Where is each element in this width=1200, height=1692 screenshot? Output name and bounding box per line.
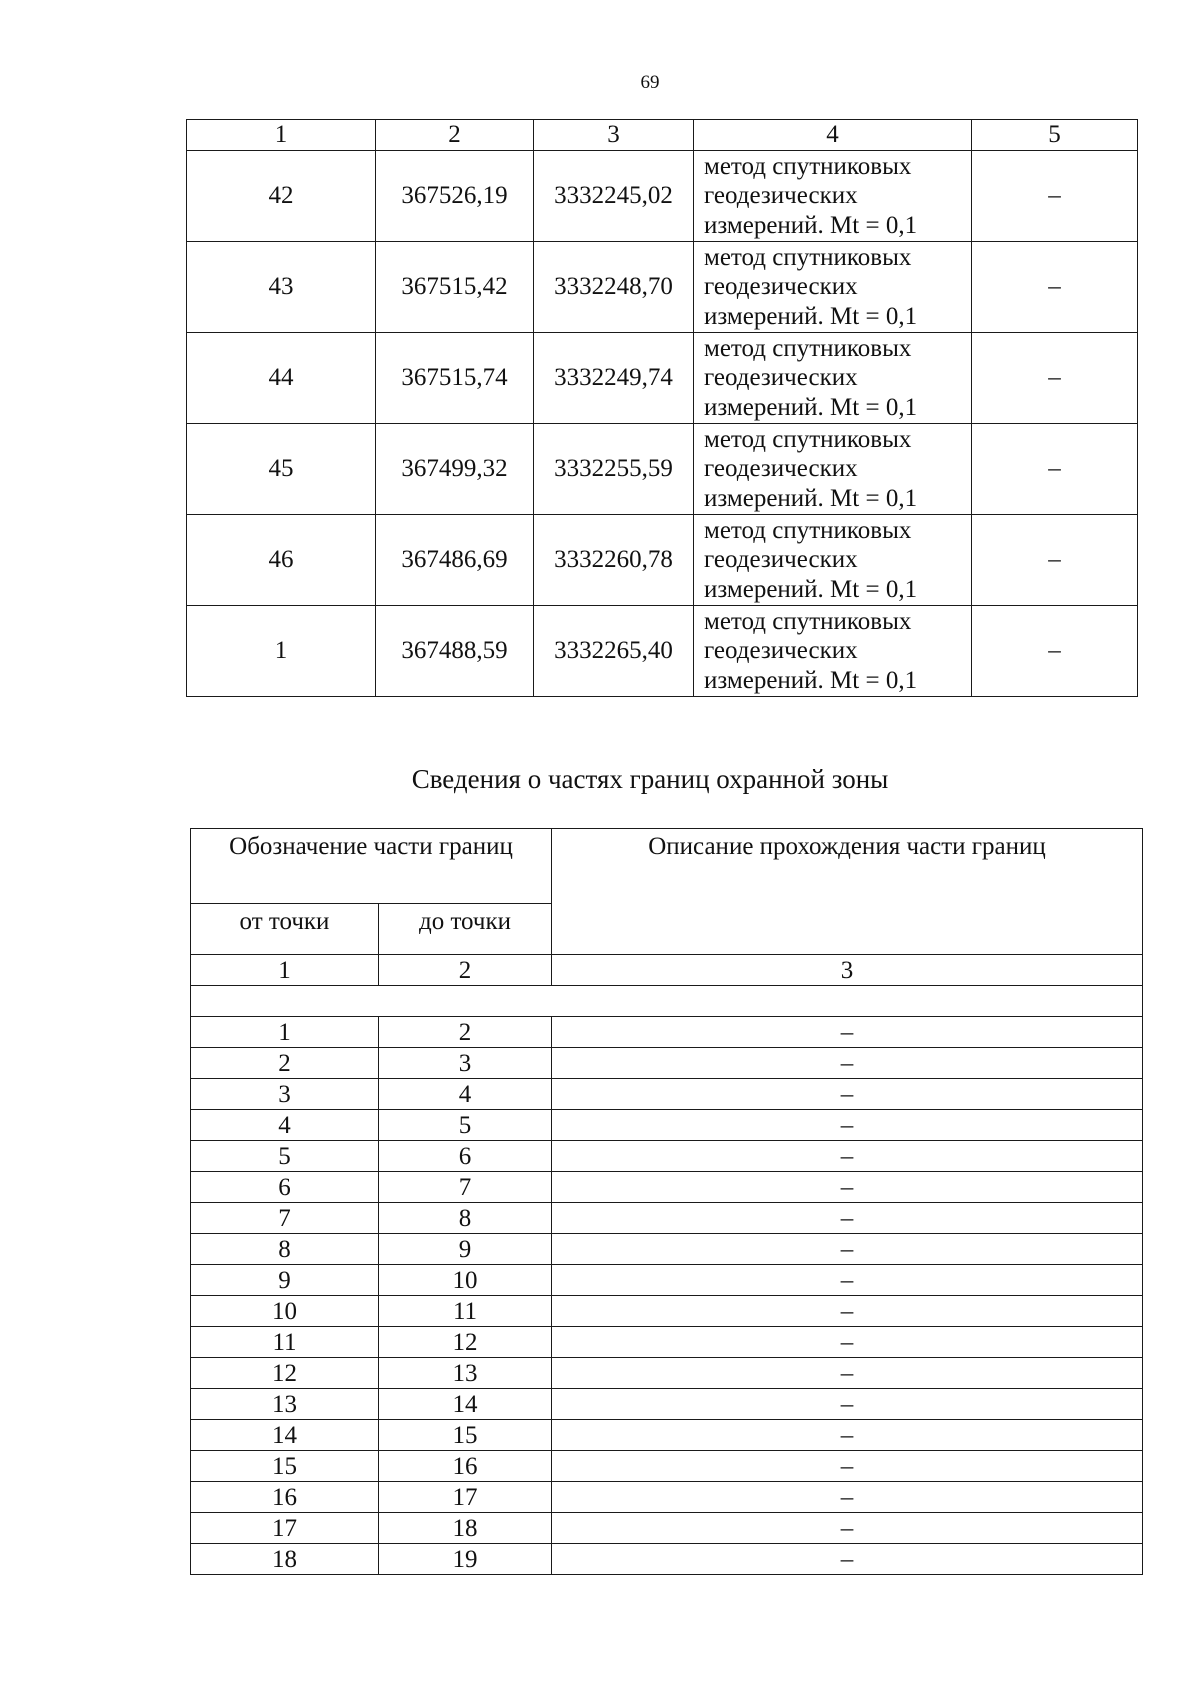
from-point: 15 (191, 1451, 379, 1482)
table-row (191, 1141, 1143, 1172)
from-point: 5 (191, 1141, 379, 1172)
method-line: геодезических (704, 364, 858, 392)
part-description: – (552, 1420, 1143, 1451)
part-description: – (552, 1544, 1143, 1575)
part-description: – (552, 1451, 1143, 1482)
header-designation: Обозначение части границ (191, 829, 552, 904)
to-point: 13 (379, 1358, 552, 1389)
note: – (972, 424, 1138, 515)
part-description: – (552, 1327, 1143, 1358)
note: – (972, 151, 1138, 242)
point-number: 1 (187, 606, 376, 697)
from-point: 17 (191, 1513, 379, 1544)
table-row (191, 1048, 1143, 1079)
part-description: – (552, 1203, 1143, 1234)
from-point: 7 (191, 1203, 379, 1234)
table-row (191, 1389, 1143, 1420)
coordinate-y: 3332265,40 (534, 606, 694, 697)
method-description (694, 606, 972, 697)
to-point: 3 (379, 1048, 552, 1079)
table-row (187, 151, 1138, 242)
table-row (187, 242, 1138, 333)
coordinate-y: 3332249,74 (534, 333, 694, 424)
method-line: метод спутниковых (704, 334, 912, 362)
part-description: – (552, 1172, 1143, 1203)
to-point: 15 (379, 1420, 552, 1451)
table-row (191, 1451, 1143, 1482)
header-description: Описание прохождения части границ (552, 829, 1143, 955)
from-point: 6 (191, 1172, 379, 1203)
method-line: измерений. Mt = 0,1 (704, 211, 918, 239)
part-description: – (552, 1079, 1143, 1110)
point-number: 42 (187, 151, 376, 242)
from-point: 18 (191, 1544, 379, 1575)
parts-table-header-row (191, 829, 1143, 904)
note: – (972, 242, 1138, 333)
from-point: 8 (191, 1234, 379, 1265)
coordinate-x: 367515,42 (376, 242, 534, 333)
table-row (191, 1482, 1143, 1513)
coordinate-x: 367499,32 (376, 424, 534, 515)
method-line: измерений. Mt = 0,1 (704, 575, 918, 603)
from-point: 4 (191, 1110, 379, 1141)
part-description: – (552, 1017, 1143, 1048)
method-line: метод спутниковых (704, 152, 912, 180)
coordinates-table-body (187, 151, 1138, 697)
coordinate-x: 367488,59 (376, 606, 534, 697)
method-line: геодезических (704, 182, 858, 210)
coordinate-x: 367486,69 (376, 515, 534, 606)
parts-table-column-numbers (191, 955, 1143, 986)
method-line: измерений. Mt = 0,1 (704, 484, 918, 512)
to-point: 17 (379, 1482, 552, 1513)
table-row (191, 1420, 1143, 1451)
method-line: измерений. Mt = 0,1 (704, 666, 918, 694)
method-line: метод спутниковых (704, 243, 912, 271)
to-point: 10 (379, 1265, 552, 1296)
boundary-parts-table (190, 828, 1143, 1575)
column-number-4: 4 (694, 120, 972, 151)
note: – (972, 606, 1138, 697)
from-point: 14 (191, 1420, 379, 1451)
to-point: 18 (379, 1513, 552, 1544)
table-row (191, 1327, 1143, 1358)
table-row (191, 1234, 1143, 1265)
coordinate-x: 367526,19 (376, 151, 534, 242)
coordinate-y: 3332245,02 (534, 151, 694, 242)
table-row (191, 1017, 1143, 1048)
to-point: 9 (379, 1234, 552, 1265)
from-point: 9 (191, 1265, 379, 1296)
to-point: 16 (379, 1451, 552, 1482)
from-point: 10 (191, 1296, 379, 1327)
from-point: 2 (191, 1048, 379, 1079)
from-point: 3 (191, 1079, 379, 1110)
to-point: 12 (379, 1327, 552, 1358)
column-number-2: 2 (379, 955, 552, 986)
table-row (191, 1110, 1143, 1141)
to-point: 11 (379, 1296, 552, 1327)
method-line: метод спутниковых (704, 607, 912, 635)
column-number-2: 2 (376, 120, 534, 151)
point-number: 46 (187, 515, 376, 606)
header-from-point: от точки (191, 904, 379, 955)
from-point: 13 (191, 1389, 379, 1420)
to-point: 14 (379, 1389, 552, 1420)
page-number: 69 (640, 72, 660, 93)
column-number-5: 5 (972, 120, 1138, 151)
method-line: метод спутниковых (704, 516, 912, 544)
method-line: геодезических (704, 546, 858, 574)
coordinate-x: 367515,74 (376, 333, 534, 424)
point-number: 44 (187, 333, 376, 424)
table-row (191, 1265, 1143, 1296)
method-line: метод спутниковых (704, 425, 912, 453)
to-point: 8 (379, 1203, 552, 1234)
note: – (972, 333, 1138, 424)
method-line: измерений. Mt = 0,1 (704, 302, 918, 330)
method-line: измерений. Mt = 0,1 (704, 393, 918, 421)
to-point: 2 (379, 1017, 552, 1048)
table-row (191, 1544, 1143, 1575)
part-description: – (552, 1234, 1143, 1265)
part-description: – (552, 1296, 1143, 1327)
coordinate-y: 3332248,70 (534, 242, 694, 333)
to-point: 7 (379, 1172, 552, 1203)
method-description (694, 242, 972, 333)
header-to-point: до точки (379, 904, 552, 955)
column-number-1: 1 (187, 120, 376, 151)
table-row (191, 1358, 1143, 1389)
from-point: 1 (191, 1017, 379, 1048)
to-point: 6 (379, 1141, 552, 1172)
blank-cell (191, 986, 1143, 1017)
method-line: геодезических (704, 637, 858, 665)
from-point: 12 (191, 1358, 379, 1389)
part-description: – (552, 1141, 1143, 1172)
table-row (191, 1296, 1143, 1327)
table-row (191, 1513, 1143, 1544)
parts-table-body (191, 1017, 1143, 1575)
method-description (694, 515, 972, 606)
method-description (694, 424, 972, 515)
from-point: 11 (191, 1327, 379, 1358)
to-point: 5 (379, 1110, 552, 1141)
part-description: – (552, 1110, 1143, 1141)
section-title: Сведения о частях границ охранной зоны (411, 764, 889, 794)
point-number: 45 (187, 424, 376, 515)
table-row (191, 1172, 1143, 1203)
part-description: – (552, 1482, 1143, 1513)
part-description: – (552, 1048, 1143, 1079)
to-point: 19 (379, 1544, 552, 1575)
to-point: 4 (379, 1079, 552, 1110)
coordinate-y: 3332260,78 (534, 515, 694, 606)
part-description: – (552, 1265, 1143, 1296)
from-point: 16 (191, 1482, 379, 1513)
coordinate-y: 3332255,59 (534, 424, 694, 515)
table-row (187, 515, 1138, 606)
method-description (694, 151, 972, 242)
table-row (187, 424, 1138, 515)
table-row (191, 1203, 1143, 1234)
note: – (972, 515, 1138, 606)
table-row (187, 606, 1138, 697)
table-row (191, 1079, 1143, 1110)
method-description (694, 333, 972, 424)
column-number-3: 3 (552, 955, 1143, 986)
method-line: геодезических (704, 273, 858, 301)
method-line: геодезических (704, 455, 858, 483)
parts-table-blank-row (191, 986, 1143, 1017)
point-number: 43 (187, 242, 376, 333)
coordinates-table-header-row (187, 120, 1138, 151)
part-description: – (552, 1389, 1143, 1420)
part-description: – (552, 1358, 1143, 1389)
coordinates-table (186, 119, 1138, 697)
table-row (187, 333, 1138, 424)
column-number-3: 3 (534, 120, 694, 151)
part-description: – (552, 1513, 1143, 1544)
column-number-1: 1 (191, 955, 379, 986)
